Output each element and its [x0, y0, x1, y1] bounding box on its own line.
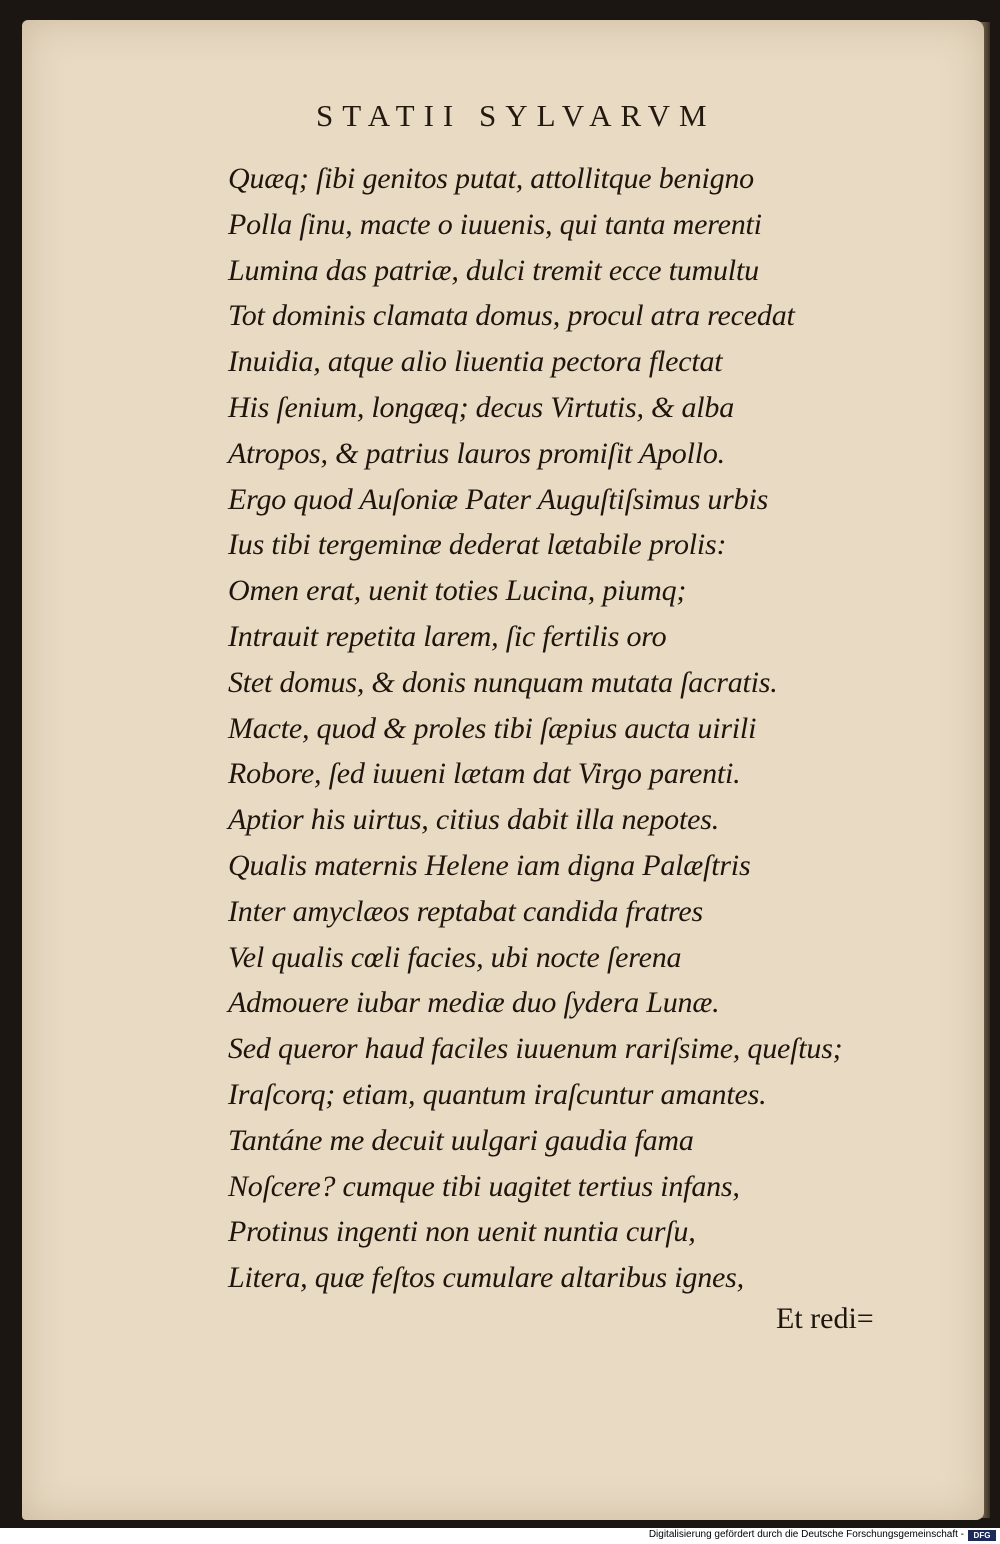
funding-credit: Digitalisierung gefördert durch die Deutsche Forschungsgemeinschaft - [648, 1529, 964, 1540]
verse-line: Admouere iubar mediæ duo ſydera Lunæ. [228, 986, 720, 1020]
verse-line: Inuidia, atque alio liuentia pectora flectat [228, 345, 723, 379]
verse-line: Quæq; ſibi genitos putat, attollitque benigno [228, 162, 754, 195]
verse-line: Ergo quod Auſoniæ Pater Auguſtiſsimus urbis [228, 482, 769, 516]
verse-line: Litera, quæ feſtos cumulare altaribus ignes, [228, 1261, 744, 1295]
verse-line: Lumina das patriæ, dulci tremit ecce tumultu [228, 253, 759, 287]
footer-bar [0, 1528, 1000, 1544]
catchword: Et redi= [776, 1302, 874, 1335]
verse-line: Tantáne me decuit uulgari gaudia fama [228, 1123, 694, 1157]
verse-line: Iraſcorq; etiam, quantum iraſcuntur amantes. [228, 1077, 767, 1111]
verse-line: Qualis maternis Helene iam digna Palæſtris [228, 848, 751, 882]
verse-line: Polla ſinu, macte o iuuenis, qui tanta merenti [228, 207, 762, 241]
dfg-logo-icon: DFG [968, 1530, 996, 1541]
verse-line: Intrauit repetita larem, ſic fertilis oro [228, 619, 667, 653]
running-head: STATII SYLVARVM [316, 98, 716, 133]
verse-line: Robore, ſed iuueni lætam dat Virgo parenti. [228, 757, 741, 791]
verse-line: Vel qualis cœli facies, ubi nocte ſerena [228, 940, 682, 974]
verse-line: Sed queror haud faciles iuuenum rariſsime, queſtus; [228, 1032, 843, 1066]
verse-line: Protinus ingenti non uenit nuntia curſu, [228, 1215, 696, 1249]
verse-line: His ſenium, longæq; decus Virtutis, & alba [228, 390, 735, 424]
verse-line: Macte, quod & proles tibi ſæpius aucta uirili [228, 711, 757, 745]
verse-line: Omen erat, uenit toties Lucina, piumq; [228, 574, 687, 608]
verse-line: Noſcere? cumque tibi uagitet tertius infans, [228, 1169, 740, 1203]
verse-line: Tot dominis clamata domus, procul atra recedat [228, 299, 795, 333]
verse-line: Inter amyclæos reptabat candida fratres [228, 894, 703, 928]
verse-line: Atropos, & patrius lauros promiſit Apollo. [228, 436, 725, 470]
verse-text [228, 156, 928, 1301]
verse-line: Stet domus, & donis nunquam mutata ſacratis. [228, 665, 778, 699]
verse-line: Aptior his uirtus, citius dabit illa nepotes. [228, 803, 720, 837]
verse-line: Ius tibi tergeminæ dederat lætabile prolis: [228, 528, 727, 562]
